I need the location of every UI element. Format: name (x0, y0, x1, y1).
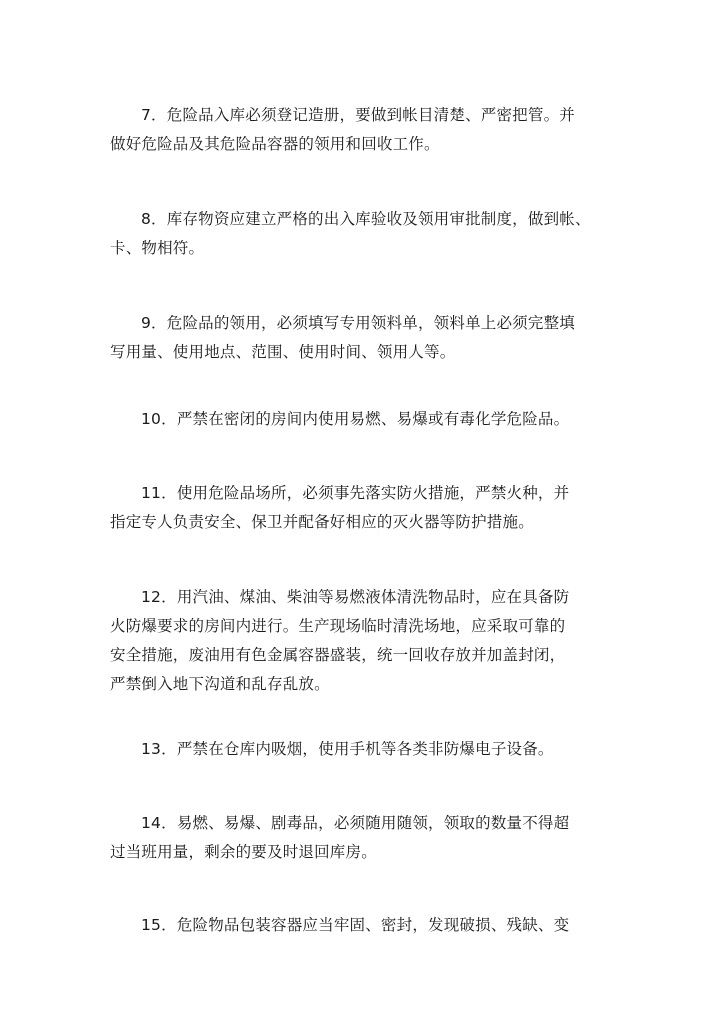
paragraph-line: 7．危险品入库必须登记造册，要做到帐目清楚、严密把管。并 (141, 106, 575, 124)
paragraph-10 (110, 405, 616, 434)
paragraph-11 (110, 479, 616, 537)
paragraph-7 (110, 101, 616, 159)
paragraph-line: 卡、物相符。 (110, 239, 205, 257)
paragraph-line: 10．严禁在密闭的房间内使用易燃、易爆或有毒化学危险品。 (141, 410, 570, 428)
paragraph-14 (110, 809, 616, 867)
paragraph-line: 15．危险物品包装容器应当牢固、密封，发现破损、残缺、变 (141, 916, 570, 934)
paragraph-line: 安全措施，废油用有色金属容器盛装，统一回收存放并加盖封闭， (110, 646, 566, 664)
paragraph-line: 14．易燃、易爆、剧毒品，必须随用随领，领取的数量不得超 (141, 814, 570, 832)
paragraph-8 (110, 205, 616, 263)
paragraph-line: 做好危险品及其危险品容器的领用和回收工作。 (110, 135, 440, 153)
paragraph-line: 11．使用危险品场所，必须事先落实防火措施，严禁火种，并 (141, 484, 570, 502)
paragraph-line: 指定专人负责安全、保卫并配备好相应的灭火器等防护措施。 (110, 513, 534, 531)
paragraph-13 (110, 735, 616, 764)
paragraph-12 (110, 583, 616, 699)
paragraph-line: 13．严禁在仓库内吸烟，使用手机等各类非防爆电子设备。 (141, 740, 554, 758)
paragraph-line: 严禁倒入地下沟道和乱存乱放。 (110, 675, 330, 693)
paragraph-line: 9．危险品的领用，必须填写专用领料单，领料单上必须完整填 (141, 314, 575, 332)
paragraph-line: 写用量、使用地点、范围、使用时间、领用人等。 (110, 343, 456, 361)
paragraph-line: 过当班用量，剩余的要及时退回库房。 (110, 843, 377, 861)
paragraph-9 (110, 309, 616, 367)
paragraph-line: 8．库存物资应建立严格的出入库验收及领用审批制度，做到帐、 (141, 210, 591, 228)
paragraph-line: 12．用汽油、煤油、柴油等易燃液体清洗物品时，应在具备防 (141, 588, 570, 606)
paragraph-line: 火防爆要求的房间内进行。生产现场临时清洗场地，应采取可靠的 (110, 617, 566, 635)
paragraph-15 (110, 911, 616, 940)
